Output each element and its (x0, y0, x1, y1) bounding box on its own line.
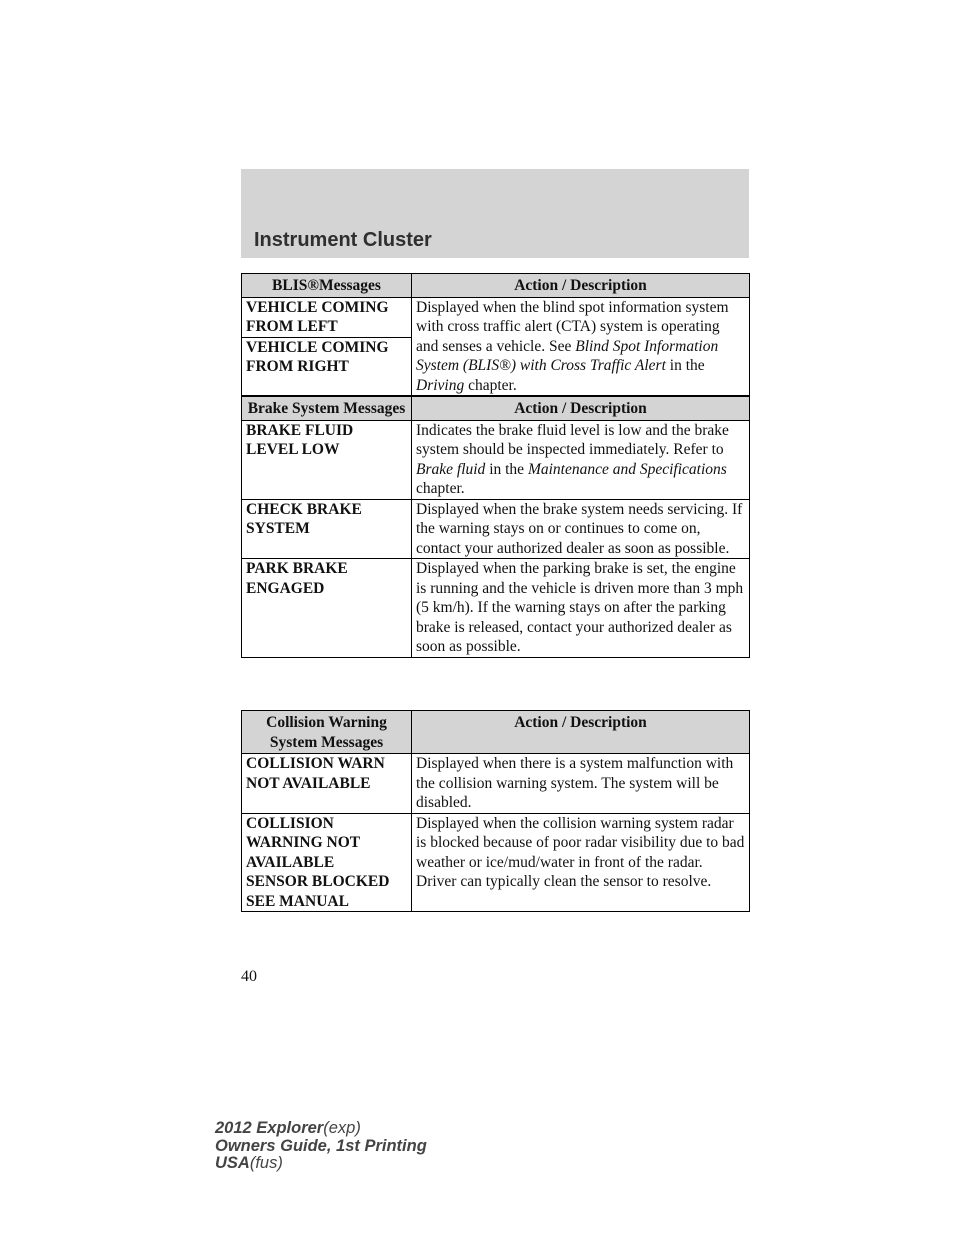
chapter-reference: Maintenance and Specifications (527, 460, 727, 478)
collision-warning-messages-table (241, 710, 750, 912)
message-name (242, 297, 412, 396)
chapter-reference: Driving (416, 376, 465, 394)
column-header-description: Action / Description (412, 274, 750, 298)
message-name: COLLISION WARN NOT AVAILABLE (242, 754, 412, 814)
table-row (242, 754, 750, 814)
message-name-line: FROM LEFT (246, 318, 338, 335)
column-header-description: Action / Description (412, 397, 750, 421)
message-name-divider (242, 337, 411, 377)
message-name-line: FROM RIGHT (246, 358, 349, 375)
footer-edition: Owners Guide, 1st Printing (215, 1136, 427, 1155)
message-name-line: VEHICLE COMING (246, 298, 389, 316)
column-header-description: Action / Description (412, 711, 750, 754)
blis-messages-table (241, 273, 750, 396)
table-row (242, 559, 750, 658)
message-description: Displayed when the brake system needs servicing. If the warning stays on or continues to come on, contact your authorized dealer as soon as possible. (412, 499, 750, 559)
column-header-messages: BLIS®Messages (242, 274, 412, 298)
message-name: BRAKE FLUID LEVEL LOW (242, 420, 412, 499)
section-header (241, 169, 749, 258)
brake-system-messages-table (241, 396, 750, 658)
table-row (242, 297, 750, 396)
column-header-messages: Collision Warning System Messages (242, 711, 412, 754)
table-row (242, 813, 750, 912)
message-description: Indicates the brake fluid level is low and the brake system should be inspected immediately. Refer to Brake fluid in the Maintenance and Specifications chapter. (412, 420, 750, 499)
message-name-line: VEHICLE COMING (246, 338, 389, 356)
page-number: 40 (241, 968, 257, 985)
message-description: Displayed when the blind spot information system with cross traffic alert (CTA) system is operating and senses a vehicle. See Blind Spot Information System (BLIS®) with Cross Traffic Alert in the Driving chapter. (412, 297, 750, 396)
footer-market-code: (fus) (249, 1154, 283, 1172)
chapter-reference: Blind Spot Information System (BLIS®) with Cross Traffic Alert (416, 337, 719, 374)
column-header-messages: Brake System Messages (242, 397, 412, 421)
table-row (242, 499, 750, 559)
footer-model-code: (exp) (323, 1119, 361, 1137)
chapter-reference: Brake fluid (416, 460, 486, 478)
message-description: Displayed when the collision warning system radar is blocked because of poor radar visibility due to bad weather or ice/mud/water in front of the radar. Driver can typically clean the sensor to resolve. (412, 813, 750, 912)
message-name: COLLISION WARNING NOT AVAILABLE SENSOR BLOCKED SEE MANUAL (242, 813, 412, 912)
print-footer (215, 1120, 427, 1173)
footer-market: USA (215, 1154, 250, 1172)
message-description: Displayed when the parking brake is set, the engine is running and the vehicle is driven more than 3 mph (5 km/h). If the warning stays on after the parking brake is released, contact your authorized dealer as soon as possible. (412, 559, 750, 658)
footer-model: 2012 Explorer (215, 1119, 324, 1137)
message-name: PARK BRAKE ENGAGED (242, 559, 412, 658)
section-title: Instrument Cluster (254, 229, 432, 251)
message-description: Displayed when there is a system malfunction with the collision warning system. The system will be disabled. (412, 754, 750, 814)
table-header-row (242, 397, 750, 421)
message-name: CHECK BRAKE SYSTEM (242, 499, 412, 559)
table-row (242, 420, 750, 499)
table-header-row (242, 274, 750, 298)
table-header-row (242, 711, 750, 754)
